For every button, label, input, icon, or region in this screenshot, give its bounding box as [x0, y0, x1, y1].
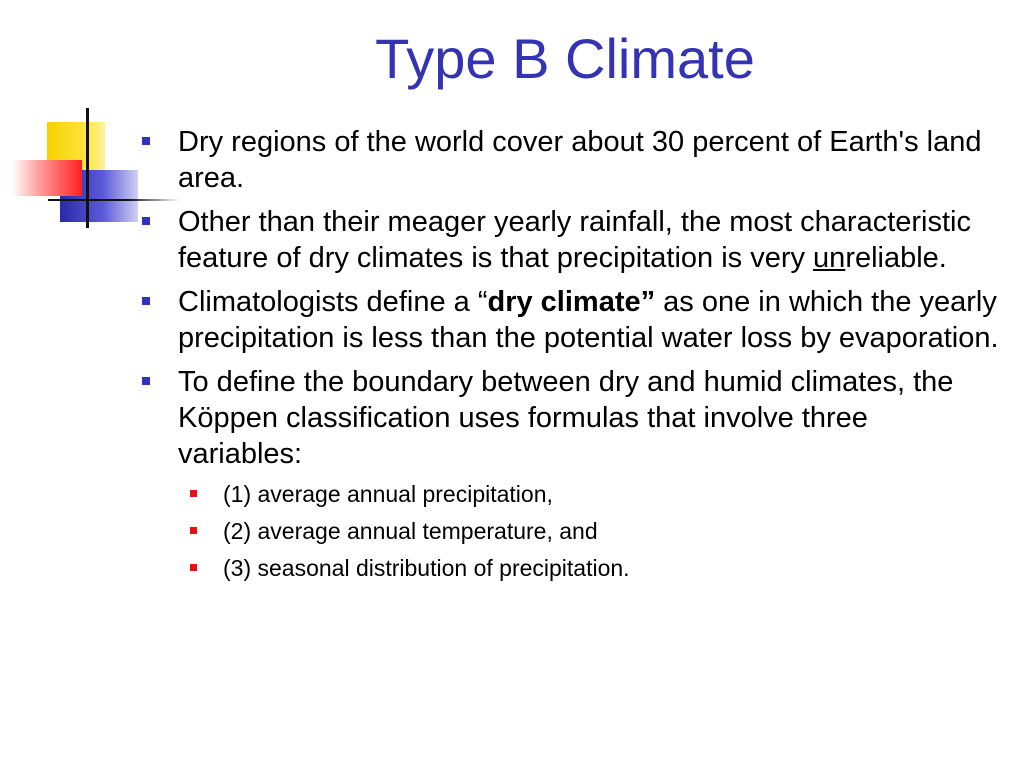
underlined-text: un: [813, 242, 846, 274]
sub-bullet-text: (3) seasonal distribution of precipitation.: [223, 555, 630, 581]
square-bullet-icon: [142, 297, 150, 305]
bullet-text: Climatologists define a “: [178, 286, 488, 318]
bullet-text: To define the boundary between dry and humid climates, the Köppen classification uses formulas that involve three variables:: [178, 366, 954, 470]
square-bullet-icon: [142, 377, 150, 385]
sub-bullet-text: (1) average annual precipitation,: [223, 481, 553, 507]
bullet-item: [140, 204, 1000, 276]
sub-bullet-item: [140, 554, 1000, 582]
sub-bullet-list: [140, 480, 1000, 582]
square-bullet-icon: [142, 137, 150, 145]
sub-bullet-item: [140, 517, 1000, 545]
red-square-bullet-icon: [190, 490, 197, 497]
bullet-text: Dry regions of the world cover about 30 percent of Earth's land area.: [178, 126, 982, 194]
bullet-text-end: as one in which the yearly precipitation is less than the potential water loss by evaporation.: [178, 286, 999, 354]
red-square-bullet-icon: [190, 564, 197, 571]
square-bullet-icon: [142, 217, 150, 225]
sub-bullet-item: [140, 480, 1000, 508]
red-square-bullet-icon: [190, 527, 197, 534]
slide-title: Type B Climate: [375, 27, 755, 90]
bullet-text-end: reliable.: [845, 242, 947, 274]
bullet-item: [140, 364, 1000, 472]
vertical-line-icon: [86, 108, 89, 228]
bullet-item: [140, 124, 1000, 196]
bullet-item: [140, 284, 1000, 356]
bullet-list: [140, 124, 1000, 591]
sub-bullet-text: (2) average annual temperature, and: [223, 518, 598, 544]
red-square-icon: [12, 160, 82, 196]
bullet-text: Other than their meager yearly rainfall, the most characteristic feature of dry climates is that precipitation is very: [178, 206, 971, 274]
bold-term: dry climate”: [487, 286, 656, 318]
